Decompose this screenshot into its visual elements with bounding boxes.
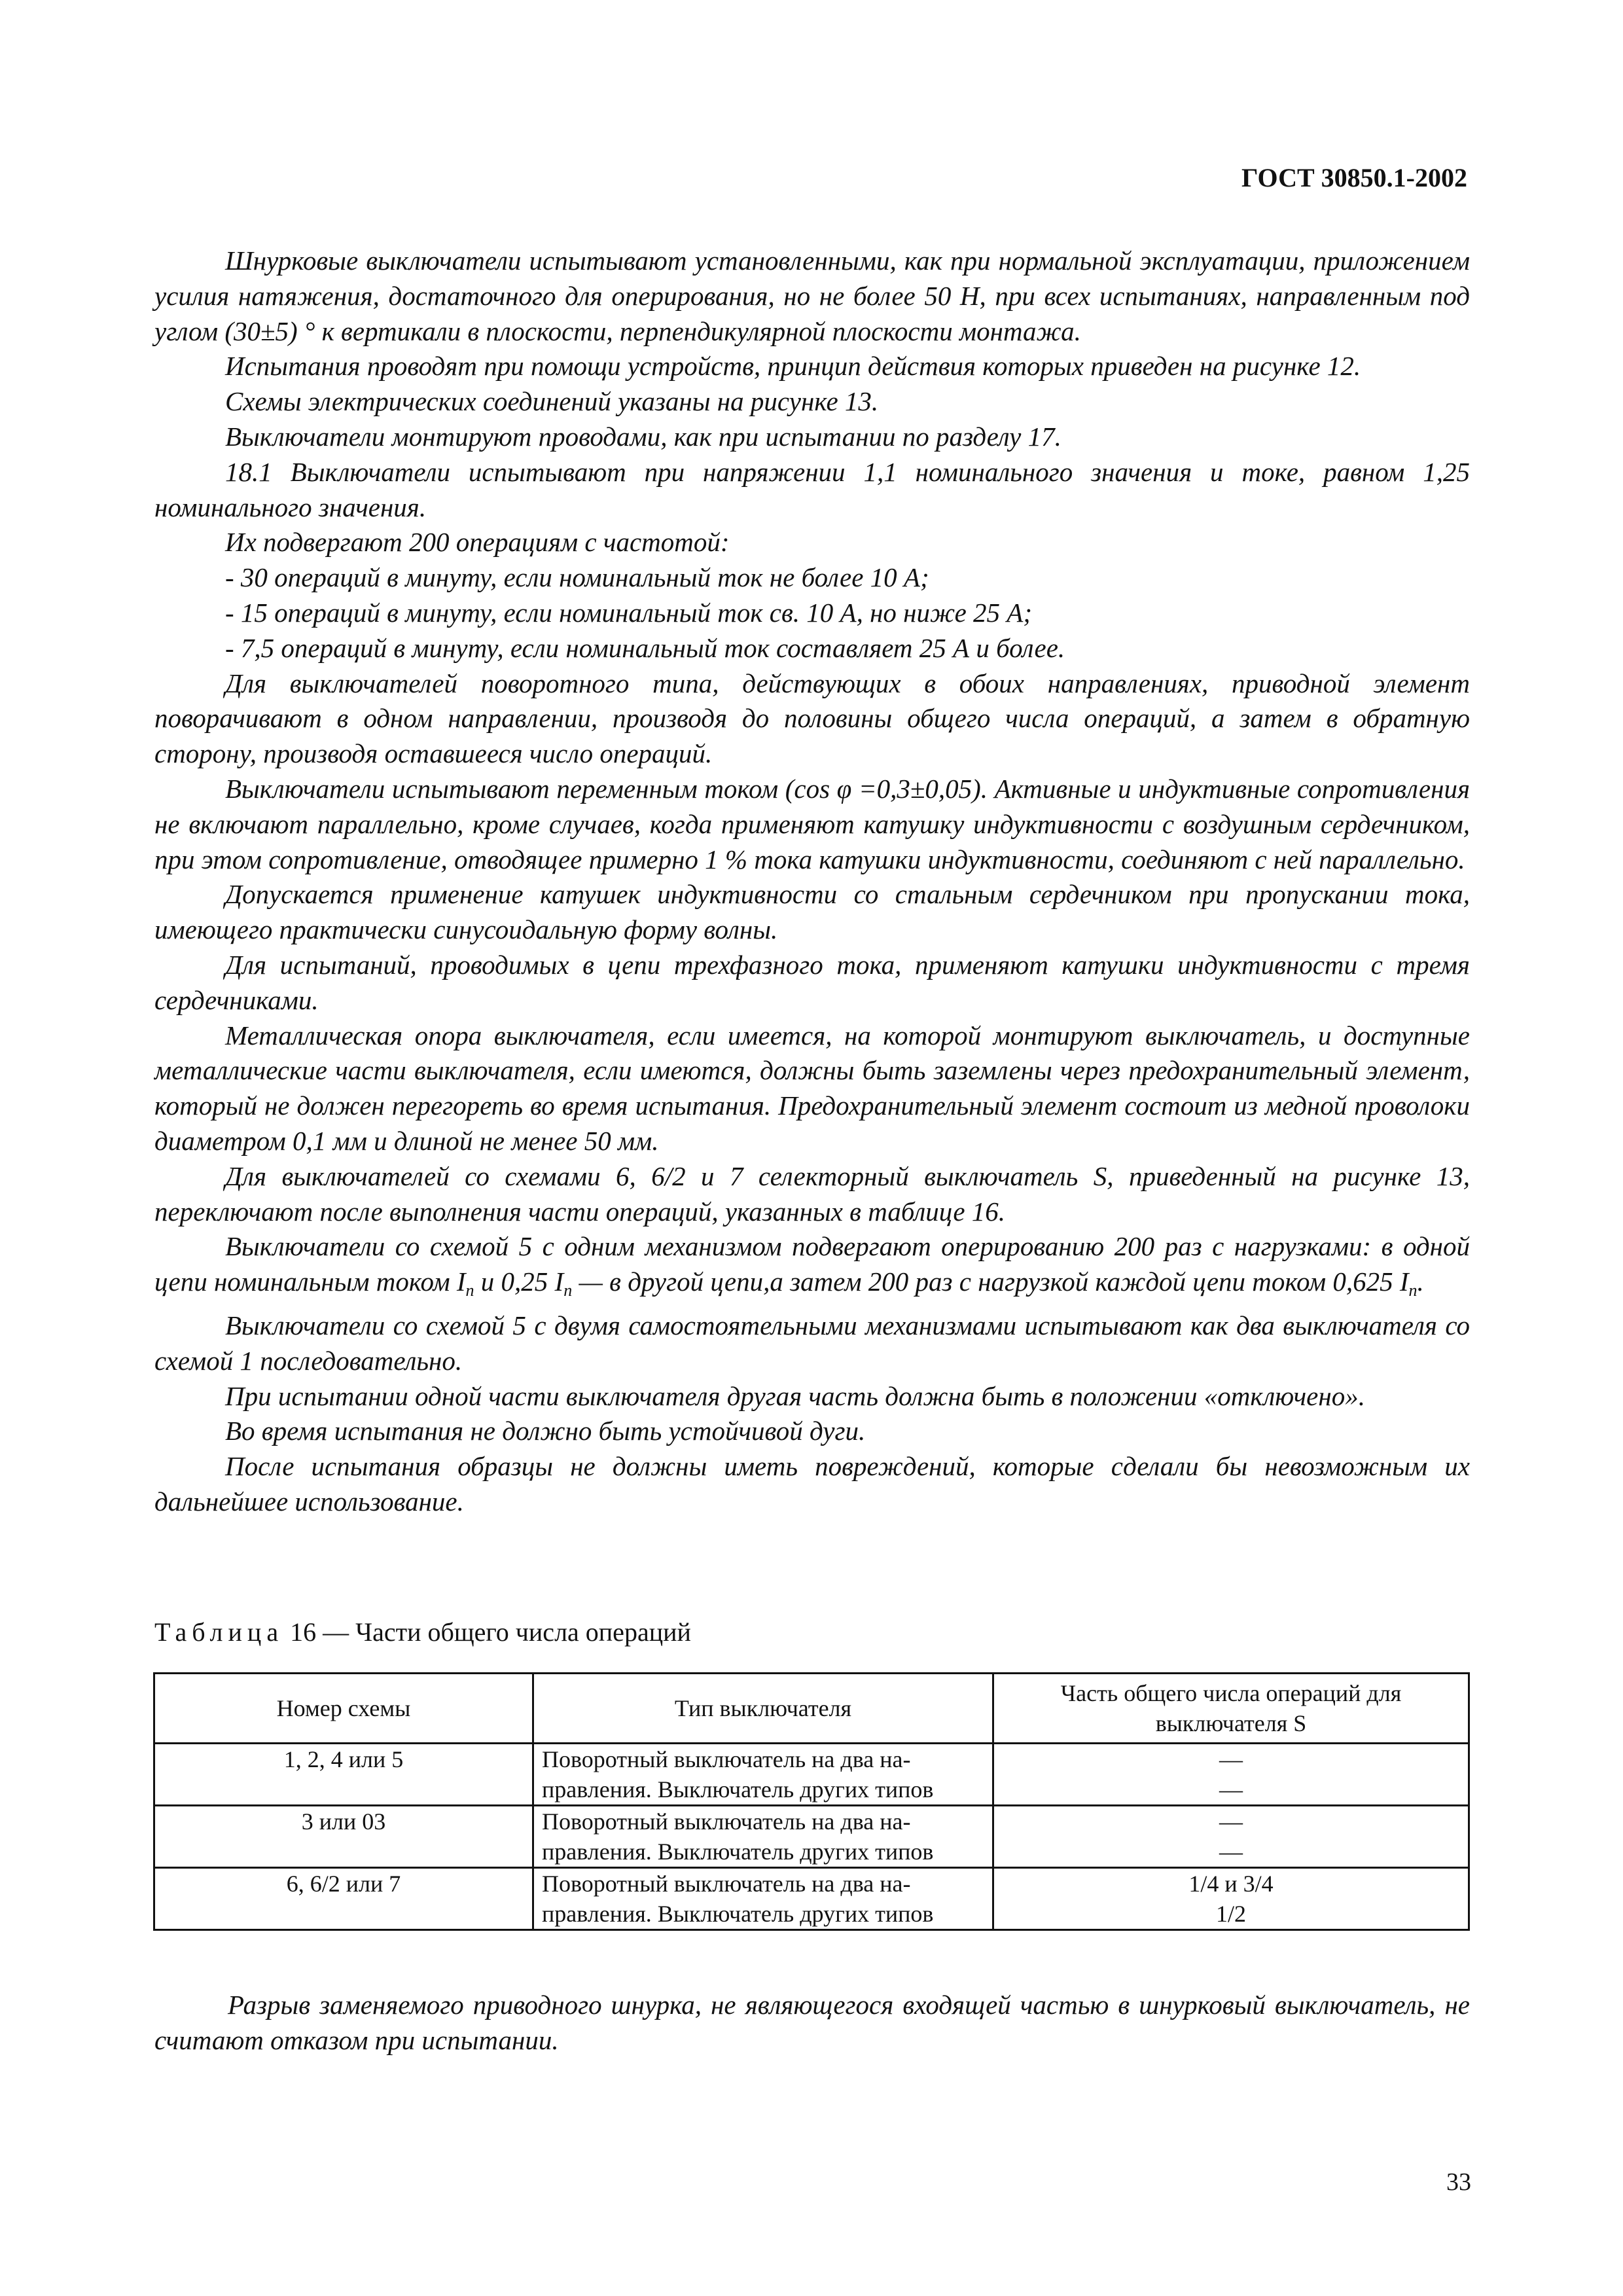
paragraph: 18.1 Выключатели испытывают при напряжении 1,1 номинального значения и токе, равном 1,25 номинального значения. bbox=[154, 456, 1470, 522]
table-row bbox=[154, 1868, 1469, 1930]
paragraph: Во время испытания не должно быть устойчивой дуги. bbox=[225, 1416, 866, 1446]
body-text bbox=[154, 243, 1470, 1520]
paragraph: При испытании одной части выключателя другая часть должна быть в положении «отключено». bbox=[225, 1380, 1365, 1411]
document-header: ГОСТ 30850.1-2002 bbox=[1241, 163, 1467, 192]
paragraph: Для выключателей со схемами 6, 6/2 и 7 селекторный выключатель S, приведенный на рисунке 13, переключают после выполнения части операций, указанных в таблице 16. bbox=[154, 1160, 1470, 1227]
paragraph: Выключатели монтируют проводами, как при испытании по разделу 17. bbox=[225, 421, 1061, 452]
paragraph-formula: Выключатели со схемой 5 с одним механизмом подвергают оперированию 200 раз с нагрузками: в одной цепи номинальным током $I_n$ и 0,25 $I_n$ — в другой цепи,а затем 200 раз с нагрузкой каждой цепи током 0,625 $I_n$. bbox=[154, 1231, 1470, 1300]
paragraph: Выключатели со схемой 5 с двумя самостоятельными механизмами испытывают как два выключателя со схемой 1 последовательно. bbox=[154, 1310, 1470, 1376]
header-scheme-number: Номер схемы bbox=[154, 1674, 533, 1744]
list-item: - 15 операций в минуту, если номинальный ток св. 10 А, но ниже 25 А; bbox=[225, 597, 1033, 628]
paragraph: Для испытаний, проводимых в цепи трехфазного тока, применяют катушки индуктивности с тремя сердечниками. bbox=[154, 949, 1470, 1015]
paragraph: Металлическая опора выключателя, если имеется, на которой монтируют выключатель, и доступные металлические части выключателя, если имеются, должны быть заземлены через предохранительный элемент, который не должен перегореть во время испытания. Предохранительный элемент состоит из медной проволоки диаметром 0,1 мм и длиной не менее 50 мм. bbox=[154, 1020, 1470, 1156]
paragraph: Для выключателей поворотного типа, действующих в обоих направлениях, приводной элемент поворачивают в одном направлении, производя до половины общего числа операций, а затем в обратную сторону, производя оставшееся число операций. bbox=[154, 668, 1470, 769]
table-note bbox=[154, 1987, 1470, 2058]
cell-part: — — bbox=[993, 1744, 1469, 1806]
cell-part: — — bbox=[993, 1806, 1469, 1868]
operations-table bbox=[153, 1672, 1470, 1931]
paragraph: Схемы электрических соединений указаны на рисунке 13. bbox=[225, 386, 879, 417]
list-item: - 30 операций в минуту, если номинальный ток не более 10 А; bbox=[225, 562, 929, 593]
cell-type: Поворотный выключатель на два на- правления. Выключатель других типов bbox=[533, 1744, 993, 1806]
table-header-row bbox=[154, 1674, 1469, 1744]
cell-scheme: 3 или 03 bbox=[154, 1806, 533, 1868]
paragraph: Выключатели испытывают переменным током (cos φ =0,3±0,05). Активные и индуктивные сопротивления не включают параллельно, кроме случаев, когда применяют катушку индуктивности с воздушным сердечником, при этом сопротивление, отводящее примерно 1 % тока катушки индуктивности, соединяют с ней параллельно. bbox=[154, 773, 1470, 874]
header-switch-type: Тип выключателя bbox=[533, 1674, 993, 1744]
cell-part: 1/4 и 3/4 1/2 bbox=[993, 1868, 1469, 1930]
cell-type: Поворотный выключатель на два на- правления. Выключатель других типов bbox=[533, 1806, 993, 1868]
header-operations-part: Часть общего числа операций для выключателя S bbox=[993, 1674, 1469, 1744]
paragraph: Допускается применение катушек индуктивности со стальным сердечником при пропускании тока, имеющего практически синусоидальную форму волны. bbox=[154, 879, 1470, 945]
paragraph: После испытания образцы не должны иметь повреждений, которые сделали бы невозможным их дальнейшее использование. bbox=[154, 1451, 1470, 1516]
list-item: - 7,5 операций в минуту, если номинальный ток составляет 25 А и более. bbox=[225, 632, 1065, 663]
cell-scheme: 6, 6/2 или 7 bbox=[154, 1868, 533, 1930]
page-number: 33 bbox=[1446, 2168, 1471, 2196]
paragraph: Их подвергают 200 операциям с частотой: bbox=[225, 527, 730, 558]
table-row bbox=[154, 1806, 1469, 1868]
note-text: Разрыв заменяемого приводного шнурка, не являющегося входящей частью в шнурковый выключатель, не считают отказом при испытании. bbox=[154, 1990, 1470, 2055]
paragraph: Испытания проводят при помощи устройств, принцип действия которых приведен на рисунке 12. bbox=[225, 351, 1361, 382]
table-row bbox=[154, 1744, 1469, 1806]
cell-type: Поворотный выключатель на два на- правления. Выключатель других типов bbox=[533, 1868, 993, 1930]
cell-scheme: 1, 2, 4 или 5 bbox=[154, 1744, 533, 1806]
table-caption: Таблица 16 — Части общего числа операций bbox=[154, 1617, 691, 1647]
paragraph: Шнурковые выключатели испытывают установленными, как при нормальной эксплуатации, приложением усилия натяжения, достаточного для оперирования, но не более 50 Н, при всех испытаниях, направленным под углом (30±5) ° к вертикали в плоскости, перпендикулярной плоскости монтажа. bbox=[154, 245, 1470, 346]
